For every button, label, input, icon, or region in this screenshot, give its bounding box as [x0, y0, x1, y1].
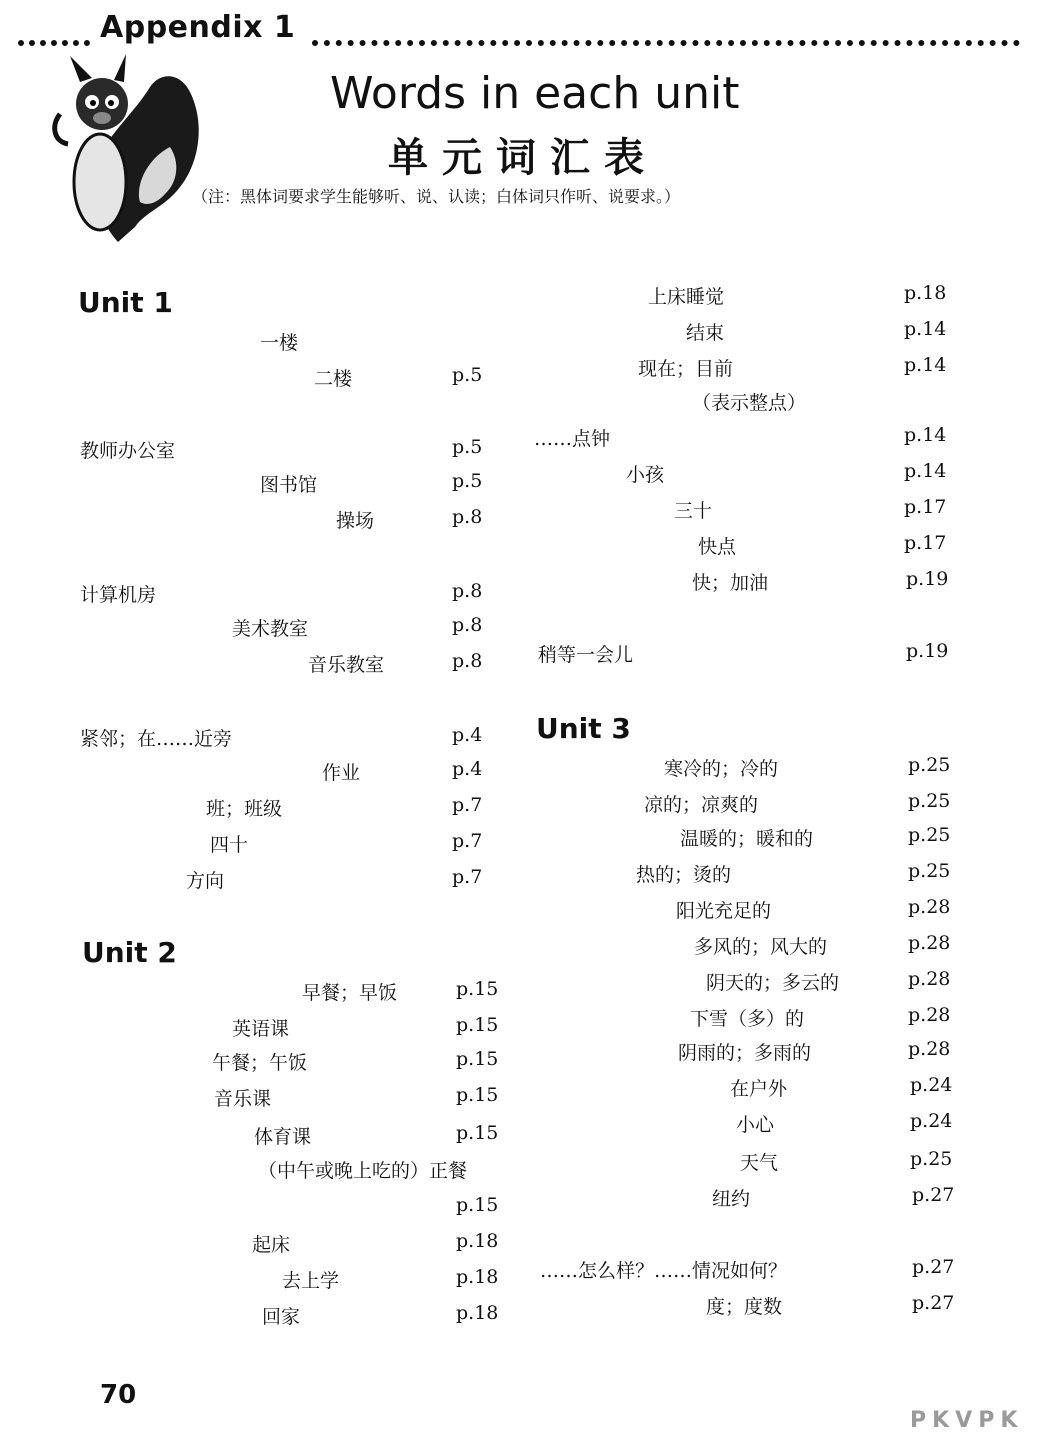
vocab-word: 小心	[736, 1114, 775, 1136]
page-title-english: Words in each unit	[330, 68, 740, 119]
vocab-word: 紧邻；在……近旁	[80, 728, 233, 750]
vocab-page-ref: p.5	[452, 436, 483, 458]
vocab-word: 稍等一会儿	[538, 644, 634, 666]
header-dotted-rule-right	[312, 20, 1020, 46]
vocab-page-ref: p.15	[456, 978, 499, 1000]
vocab-page-ref: p.15	[456, 1122, 499, 1144]
vocab-word: 四十	[210, 834, 249, 856]
vocab-page-ref: p.25	[908, 790, 951, 812]
squirrel-mascot-illustration	[40, 52, 210, 256]
vocab-page-ref: p.8	[452, 650, 483, 672]
vocab-page-ref: p.14	[904, 354, 947, 376]
vocab-page-ref: p.25	[908, 754, 951, 776]
vocab-word: 教师办公室	[80, 440, 176, 462]
vocab-page-ref: p.25	[910, 1148, 953, 1170]
unit-3-heading: Unit 3	[536, 712, 631, 745]
vocab-page-ref: p.27	[912, 1292, 955, 1314]
vocab-word: 音乐课	[214, 1088, 272, 1110]
vocab-page-ref: p.4	[452, 758, 483, 780]
vocab-word: 去上学	[282, 1270, 340, 1292]
vocab-page-ref: p.8	[452, 580, 483, 602]
vocab-word: 凉的；凉爽的	[644, 794, 759, 816]
vocab-word: 下雪（多）的	[690, 1008, 805, 1030]
vocab-word: 午餐；午饭	[212, 1052, 308, 1074]
vocab-word: 起床	[252, 1234, 291, 1256]
vocab-page-ref: p.15	[456, 1084, 499, 1106]
vocab-page-ref: p.18	[456, 1302, 499, 1324]
vocab-page-ref: p.8	[452, 506, 483, 528]
vocab-word: 作业	[322, 762, 361, 784]
vocab-word: 三十	[674, 500, 713, 522]
vocab-word: 在户外	[730, 1078, 788, 1100]
vocab-page-ref: p.7	[452, 794, 483, 816]
vocab-page-ref: p.18	[456, 1266, 499, 1288]
vocab-page-ref: p.18	[456, 1230, 499, 1252]
vocab-page-ref: p.17	[904, 532, 947, 554]
vocab-word: 图书馆	[260, 474, 318, 496]
vocab-page-ref: p.4	[452, 724, 483, 746]
vocab-word: 天气	[740, 1152, 779, 1174]
vocab-word: 上床睡觉	[648, 286, 725, 308]
vocab-page-ref: p.28	[908, 896, 951, 918]
vocab-word: 阴天的；多云的	[706, 972, 840, 994]
page-title-chinese: 单元词汇表	[388, 134, 658, 181]
vocab-page-ref: p.27	[912, 1256, 955, 1278]
vocab-page-ref: p.28	[908, 968, 951, 990]
vocab-page-ref: p.27	[912, 1184, 955, 1206]
unit-1-heading: Unit 1	[78, 286, 173, 319]
vocab-word: 热的；烫的	[636, 864, 732, 886]
vocab-word: （中午或晚上吃的）正餐	[258, 1160, 468, 1182]
watermark: PKVPK	[910, 1408, 1024, 1433]
vocab-word: 早餐；早饭	[302, 982, 398, 1004]
vocab-page-ref: p.14	[904, 318, 947, 340]
vocab-page-ref: p.7	[452, 866, 483, 888]
vocab-page-ref: p.28	[908, 1004, 951, 1026]
vocab-page-ref: p.24	[910, 1074, 953, 1096]
page-number: 70	[100, 1380, 137, 1410]
vocab-word: 多风的；风大的	[694, 936, 828, 958]
vocab-word: 美术教室	[232, 618, 309, 640]
vocab-page-ref: p.28	[908, 932, 951, 954]
vocab-word: 班；班级	[206, 798, 283, 820]
vocab-word: ……点钟	[534, 428, 611, 450]
vocab-page-ref: p.25	[908, 824, 951, 846]
vocab-page-ref: p.18	[904, 282, 947, 304]
vocabulary-note: （注：黑体词要求学生能够听、说、认读；白体词只作听、说要求。）	[192, 187, 681, 206]
unit-2-heading: Unit 2	[82, 936, 177, 969]
header-dotted-rule-left	[18, 20, 90, 46]
vocab-page-ref: p.8	[452, 614, 483, 636]
vocab-word: 英语课	[232, 1018, 290, 1040]
vocab-page-ref: p.24	[910, 1110, 953, 1132]
vocab-word: 计算机房	[80, 584, 157, 606]
vocab-page-ref: p.14	[904, 424, 947, 446]
vocab-word: 阳光充足的	[676, 900, 772, 922]
vocab-page-ref: p.17	[904, 496, 947, 518]
vocab-word: 结束	[686, 322, 725, 344]
vocab-word: 度；度数	[706, 1296, 783, 1318]
vocab-word: 寒冷的；冷的	[664, 758, 779, 780]
vocab-page-ref: p.15	[456, 1014, 499, 1036]
vocab-page-ref: p.15	[456, 1194, 499, 1216]
vocab-word: 快；加油	[692, 572, 769, 594]
vocab-word: （表示整点）	[692, 392, 807, 414]
vocab-word: 快点	[698, 536, 737, 558]
vocab-word: 温暖的；暖和的	[680, 828, 814, 850]
vocab-page-ref: p.5	[452, 470, 483, 492]
vocab-page-ref: p.7	[452, 830, 483, 852]
vocab-page-ref: p.15	[456, 1048, 499, 1070]
vocab-page-ref: p.25	[908, 860, 951, 882]
vocab-page-ref: p.14	[904, 460, 947, 482]
vocab-word: 一楼	[260, 332, 299, 354]
vocab-word: 音乐教室	[308, 654, 385, 676]
appendix-label: Appendix 1	[100, 10, 296, 45]
vocab-word: 体育课	[254, 1126, 312, 1148]
vocab-page-ref: p.19	[906, 640, 949, 662]
vocab-word: ……怎么样？……情况如何？	[540, 1260, 788, 1282]
vocab-word: 回家	[262, 1306, 301, 1328]
vocab-page-ref: p.19	[906, 568, 949, 590]
vocab-word: 二楼	[314, 368, 353, 390]
vocab-word: 现在；目前	[638, 358, 734, 380]
vocab-page-ref: p.5	[452, 364, 483, 386]
vocab-word: 小孩	[626, 464, 665, 486]
vocab-word: 操场	[336, 510, 375, 532]
vocab-word: 纽约	[712, 1188, 751, 1210]
vocab-word: 方向	[186, 870, 225, 892]
vocab-page-ref: p.28	[908, 1038, 951, 1060]
vocab-word: 阴雨的；多雨的	[678, 1042, 812, 1064]
